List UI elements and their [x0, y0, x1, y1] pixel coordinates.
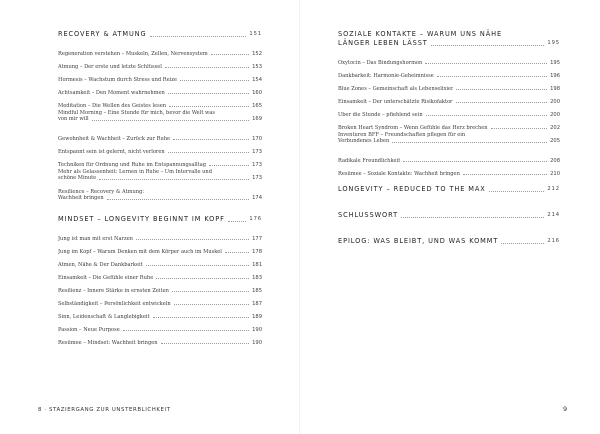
entry-page: 200: [550, 98, 560, 105]
entry-title-line2: schöne Minute: [58, 175, 97, 182]
entry-page: 185: [252, 287, 262, 294]
section-page: 212: [547, 186, 560, 192]
dot-leader: [153, 317, 250, 318]
entry-list: [338, 53, 560, 177]
entry-page: 202: [550, 124, 560, 131]
toc-section-epilog: [338, 237, 560, 251]
toc-entry[interactable]: [58, 83, 262, 96]
dot-leader: [169, 106, 249, 107]
dot-leader: [209, 165, 249, 166]
dot-leader: [426, 115, 547, 116]
dot-leader: [180, 80, 249, 81]
section-heading[interactable]: [58, 215, 262, 224]
entry-page: 154: [252, 76, 262, 83]
toc-entry[interactable]: [58, 70, 262, 83]
section-title: MINDSET – LONGEVITY BEGINNT IM KOPF: [58, 215, 225, 223]
running-footer: 8 · STAZIERGANG ZUR UNSTERBLICHKEIT: [38, 407, 171, 413]
dot-leader: [173, 139, 249, 140]
section-page: 195: [547, 40, 560, 46]
section-heading[interactable]: [338, 185, 560, 194]
dot-leader: [228, 221, 247, 222]
page-number: 9: [563, 405, 568, 413]
section-title-line1: SOZIALE KONTAKTE – WARUM UNS NÄHE: [338, 30, 503, 38]
entry-page: 187: [252, 300, 262, 307]
entry-page: 198: [550, 85, 560, 92]
entry-page: 190: [252, 339, 262, 346]
dot-leader: [225, 252, 249, 253]
entry-title-line2: von mir will: [58, 116, 89, 123]
toc-entry[interactable]: [338, 66, 560, 79]
entry-title-line2: Verbundenes Leben: [338, 138, 390, 145]
entry-title: Jung ist man mit erst Narzen: [58, 235, 133, 242]
entry-title-line1: Mehr als Gelassenheit: Lernen in Ruhe – Um Intervalle und: [58, 169, 212, 175]
dot-leader: [437, 76, 547, 77]
entry-page: 200: [550, 111, 560, 118]
dot-leader: [123, 330, 249, 331]
section-title: RECOVERY & ATMUNG: [58, 30, 147, 38]
dot-leader: [150, 36, 247, 37]
dot-leader: [136, 239, 249, 240]
right-page: [300, 0, 600, 434]
entry-page: 153: [252, 63, 262, 70]
toc-section-mindset: [58, 215, 262, 346]
entry-page: 196: [550, 72, 560, 79]
entry-title: Einsamkeit – Der unterschätzte Risikofaktor: [338, 98, 453, 105]
toc-entry[interactable]: [338, 92, 560, 105]
dot-leader: [92, 120, 249, 121]
section-heading[interactable]: [58, 30, 262, 39]
dot-leader: [401, 217, 544, 218]
entry-page: 189: [252, 313, 262, 320]
entry-title: Einsamkeit – Die Gefühle einer Ruhe: [58, 274, 154, 281]
dot-leader: [425, 63, 547, 64]
toc-entry[interactable]: [58, 307, 262, 320]
entry-title-line1: Inventuren BFF – Freundschaften pflegen für ein: [338, 132, 466, 138]
toc-entry[interactable]: [338, 53, 560, 66]
entry-title: Atmung – Der erste und letzte Schlüssel: [58, 63, 162, 70]
entry-page: 210: [550, 170, 560, 177]
entry-title: Passion – Neue Purpose: [58, 326, 120, 333]
toc-entry[interactable]: [338, 105, 560, 118]
toc-entry[interactable]: [58, 168, 262, 188]
toc-entry[interactable]: [58, 57, 262, 70]
entry-title: Techniken für Ordnung und Ruhe im Entspannungsalltag: [58, 161, 207, 168]
toc-entry[interactable]: [338, 118, 560, 131]
entry-page: 152: [252, 50, 262, 57]
toc-entry[interactable]: [58, 281, 262, 294]
toc-entry[interactable]: [338, 131, 560, 151]
dot-leader: [463, 174, 547, 175]
entry-title: Oxytocin – Das Bindungshormon: [338, 59, 423, 66]
dot-leader: [99, 179, 249, 180]
dot-leader: [431, 45, 545, 46]
entry-page: 190: [252, 326, 262, 333]
dot-leader: [392, 142, 547, 143]
toc-entry[interactable]: [338, 151, 560, 164]
toc-entry[interactable]: [58, 294, 262, 307]
entry-page: 173: [252, 161, 262, 168]
toc-entry[interactable]: [338, 79, 560, 92]
section-heading[interactable]: [338, 30, 560, 48]
entry-title: Selbständigkeit – Persönlichkeit entwickeln: [58, 300, 171, 307]
toc-entry[interactable]: [58, 109, 262, 129]
entry-title: Dankbarkeit: Harmonie-Geheimnisse: [338, 72, 434, 79]
entry-page: 173: [252, 148, 262, 155]
entry-title: Regeneration verstehen – Muskeln, Zellen, Nervensystem: [58, 50, 208, 57]
toc-entry[interactable]: [58, 333, 262, 346]
toc-entry[interactable]: [58, 229, 262, 242]
toc-entry[interactable]: [58, 255, 262, 268]
entry-title: Hormesis – Wachstum durch Stress und Reize: [58, 76, 177, 83]
section-heading[interactable]: [338, 237, 560, 246]
entry-title: Gewohnheit & Wachheit – Zurück zur Ruhe: [58, 135, 171, 142]
entry-title: Resümee – Mindset: Wachheit bringen: [58, 339, 158, 346]
entry-page: 183: [252, 274, 262, 281]
entry-page: 178: [252, 248, 262, 255]
dot-leader: [107, 199, 249, 200]
toc-section-social: [338, 30, 560, 177]
entry-title: Broken Heart Syndrom – Wenn Gefühle das Herz brechen: [338, 124, 488, 131]
entry-page: 181: [252, 261, 262, 268]
dot-leader: [161, 343, 250, 344]
toc-section-longevity: [338, 185, 560, 199]
dot-leader: [456, 102, 548, 103]
toc-section-recovery: [58, 30, 262, 208]
section-page: 214: [547, 212, 560, 218]
toc-entry[interactable]: [58, 155, 262, 168]
entry-title: Resilienz – Innere Stärke in ernsten Zeiten: [58, 287, 169, 294]
dot-leader: [172, 291, 249, 292]
entry-page: 195: [550, 59, 560, 66]
dot-leader: [491, 128, 548, 129]
entry-page: 208: [550, 157, 560, 164]
dot-leader: [211, 54, 249, 55]
dot-leader: [403, 161, 547, 162]
toc-section-schlusswort: [338, 211, 560, 225]
toc-entry[interactable]: [58, 142, 262, 155]
toc-entry[interactable]: [58, 129, 262, 142]
entry-title: Blue Zones – Gemeinschaft als Lebenselixier: [338, 85, 454, 92]
entry-page: 170: [252, 135, 262, 142]
dot-leader: [168, 152, 249, 153]
dot-leader: [489, 191, 545, 192]
dot-leader: [174, 304, 249, 305]
entry-page: 165: [252, 102, 262, 109]
entry-title: Jung im Kopf – Warum Denken mit dem Körper auch im Muskel: [58, 248, 222, 255]
toc-entry[interactable]: [58, 242, 262, 255]
entry-page: 174: [252, 195, 262, 202]
section-title: EPILOG: WAS BLEIBT, UND WAS KOMMT: [338, 237, 499, 245]
entry-page: 173: [252, 175, 262, 182]
entry-title: Über die Stunde – pfiehlend sein: [338, 111, 423, 118]
entry-page: 205: [550, 138, 560, 145]
section-title: LONGEVITY – REDUCED TO THE MAX: [338, 185, 486, 193]
section-heading[interactable]: [338, 211, 560, 220]
section-title: SCHLUSSWORT: [338, 211, 399, 219]
entry-title-line2: Wachheit bringen: [58, 195, 104, 202]
section-page: 151: [249, 31, 262, 37]
section-title-line2: LÄNGER LEBEN LÄSST: [338, 39, 428, 47]
entry-title: Radikale Freundlichkeit: [338, 157, 401, 164]
entry-title: Achtsamkeit – Den Moment wahrnehmen: [58, 89, 165, 96]
entry-title: Atmen, Nähe & Der Dankbarkeit: [58, 261, 143, 268]
entry-title: Sinn, Leidenschaft & Langlebigkeit: [58, 313, 150, 320]
toc-entry[interactable]: [58, 96, 262, 109]
dot-leader: [156, 278, 249, 279]
entry-title-line1: Mindful Morning – Eine Stunde für mich, bevor die Welt was: [58, 110, 215, 116]
entry-title: Meditation – Die Wellen des Geistes lesen: [58, 102, 167, 109]
toc-entry[interactable]: [58, 320, 262, 333]
toc-entry[interactable]: [58, 44, 262, 57]
section-page: 216: [547, 238, 560, 244]
entry-page: 177: [252, 235, 262, 242]
entry-title-line1: Resilience – Recovery & Atmung:: [58, 189, 145, 195]
entry-title: Resümee – Soziale Kontakte: Wachheit bringen: [338, 170, 460, 177]
entry-page: 169: [252, 116, 262, 123]
dot-leader: [456, 89, 547, 90]
entry-list: [58, 229, 262, 346]
toc-entry[interactable]: [58, 188, 262, 208]
toc-entry[interactable]: [58, 268, 262, 281]
dot-leader: [146, 265, 249, 266]
toc-entry[interactable]: [338, 164, 560, 177]
section-page: 176: [249, 216, 262, 222]
entry-title: Entspannt sein ist gelernt, nicht verloren: [58, 148, 165, 155]
dot-leader: [165, 67, 249, 68]
dot-leader: [501, 243, 544, 244]
dot-leader: [168, 93, 249, 94]
entry-list: [58, 44, 262, 208]
entry-page: 160: [252, 89, 262, 96]
